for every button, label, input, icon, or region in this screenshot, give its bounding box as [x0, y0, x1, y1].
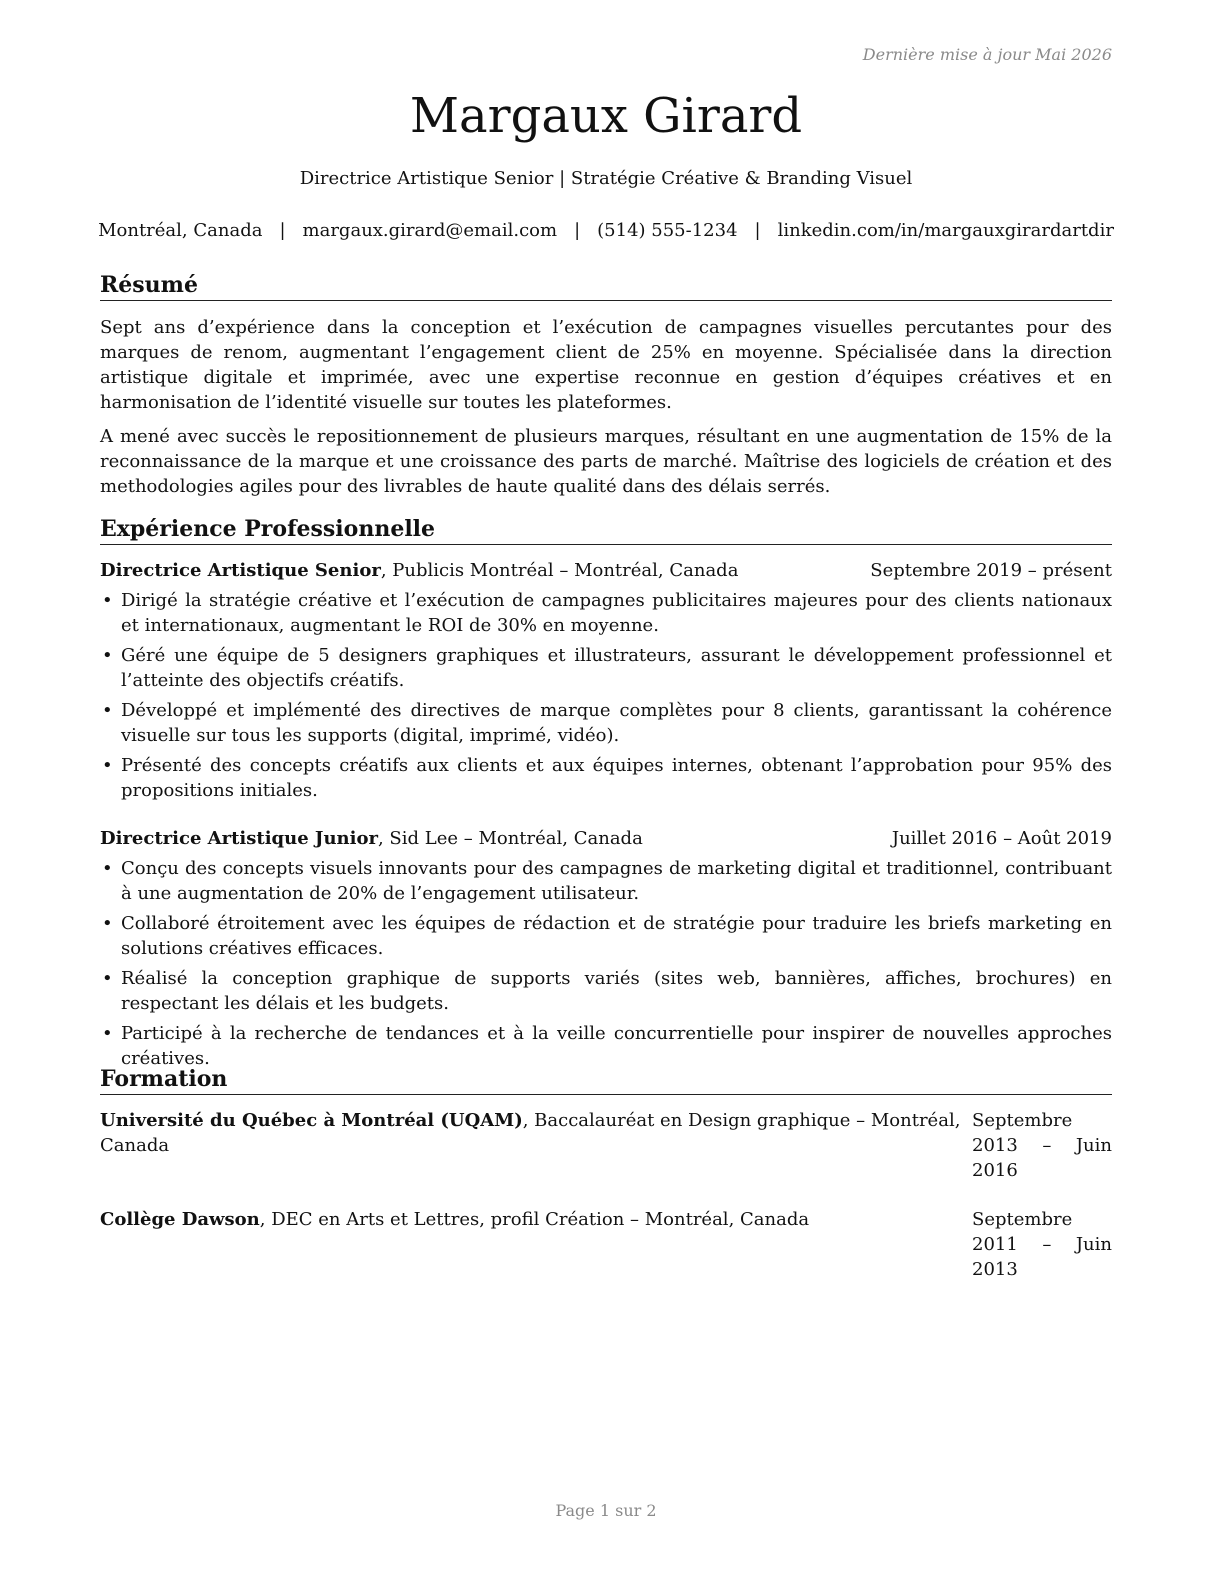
- education-dates: Septembre 2013 – Juin 2016: [972, 1110, 1112, 1181]
- page-number: Page 1 sur 2: [555, 1501, 657, 1520]
- job-bullet: • Dirigé la stratégie créative et l’exécution de campagnes publicitaires majeures pour des clients nationaux et internationaux, augmentant le ROI de 30% en moyenne.: [100, 588, 1112, 638]
- contact-email[interactable]: margaux.girard@email.com: [302, 220, 558, 241]
- job-bullet: • Réalisé la conception graphique de supports variés (sites web, bannières, affiches, brochures) en respectant les délais et les budgets.: [100, 966, 1112, 1016]
- job-header: [100, 558, 1112, 583]
- candidate-name: Margaux Girard: [409, 88, 803, 144]
- job-bullet: • Présenté des concepts créatifs aux clients et aux équipes internes, obtenant l’approbation pour 95% des propositions initiales.: [100, 753, 1112, 803]
- job-bullet: • Conçu des concepts visuels innovants pour des campagnes de marketing digital et traditionnel, contribuant à une augmentation de 20% de l’engagement utilisateur.: [100, 856, 1112, 906]
- education-school: Collège Dawson: [100, 1209, 260, 1230]
- contact-line: [100, 219, 1112, 243]
- contact-location: Montréal, Canada: [98, 220, 263, 241]
- job-title-line: [100, 826, 643, 851]
- contact-phone[interactable]: (514) 555-1234: [597, 220, 738, 241]
- summary-paragraph: A mené avec succès le repositionnement de plusieurs marques, résultant en une augmentation de 15% de la reconnaissance de la marque et une croissance des parts de marché. Maîtrise des logiciels de création et des methodologies agiles pour des livrables de haute qualité dans des délais serrés.: [100, 426, 1112, 497]
- job-role: Directrice Artistique Senior: [100, 560, 381, 581]
- education-school: Université du Québec à Montréal (UQAM): [100, 1110, 523, 1131]
- job-bullet: • Géré une équipe de 5 designers graphiques et illustrateurs, assurant le développement professionnel et l’atteinte des objectifs créatifs.: [100, 643, 1112, 693]
- job-bullets: [100, 588, 1112, 803]
- education-entry: [100, 1207, 1112, 1282]
- job-company: , Publicis Montréal – Montréal, Canada: [380, 560, 739, 581]
- contact-separator: |: [279, 220, 286, 241]
- job-header: [100, 826, 1112, 851]
- job-title-line: [100, 558, 738, 583]
- summary-title: Résumé: [100, 270, 1112, 301]
- job-role: Directrice Artistique Junior: [100, 828, 378, 849]
- job-entry: [100, 558, 1112, 803]
- job-entry: [100, 826, 1112, 1071]
- job-company: , Sid Lee – Montréal, Canada: [377, 828, 643, 849]
- education-dates: Septembre 2011 – Juin 2013: [972, 1209, 1112, 1280]
- education-school-line: [100, 1108, 972, 1183]
- education-section: [100, 1064, 1112, 1282]
- education-school-line: [100, 1207, 972, 1282]
- job-bullet: • Collaboré étroitement avec les équipes de rédaction et de stratégie pour traduire les briefs marketing en solutions créatives efficaces.: [100, 911, 1112, 961]
- contact-separator: |: [574, 220, 581, 241]
- job-bullets: [100, 856, 1112, 1071]
- contact-separator: |: [754, 220, 761, 241]
- job-bullet: • Développé et implémenté des directives de marque complètes pour 8 clients, garantissant la cohérence visuelle sur tous les supports (digital, imprimé, vidéo).: [100, 698, 1112, 748]
- job-bullet: • Participé à la recherche de tendances et à la veille concurrentielle pour inspirer de nouvelles approches créatives.: [100, 1021, 1112, 1071]
- experience-title: Expérience Professionnelle: [100, 514, 1112, 545]
- education-degree: , Baccalauréat en Design graphique – Montréal, Canada: [100, 1110, 961, 1156]
- summary-paragraph: Sept ans d’expérience dans la conception et l’exécution de campagnes visuelles percutantes pour des marques de renom, augmentant l’engagement client de 25% en moyenne. Spécialisée dans la direction artistique digitale et imprimée, avec une expertise reconnue en gestion d’équipes créatives et en harmonisation de l’identité visuelle sur toutes les plateformes.: [100, 317, 1112, 413]
- last-updated: Dernière mise à jour Mai 2026: [862, 45, 1112, 64]
- contact-linkedin[interactable]: linkedin.com/in/margauxgirardartdir: [777, 220, 1114, 241]
- education-entry: [100, 1108, 1112, 1183]
- job-dates: Juillet 2016 – Août 2019: [891, 828, 1112, 849]
- education-degree: , DEC en Arts et Lettres, profil Création – Montréal, Canada: [259, 1209, 810, 1230]
- education-title: Formation: [100, 1064, 1112, 1095]
- job-dates: Septembre 2019 – présent: [870, 560, 1112, 581]
- candidate-tagline: Directrice Artistique Senior | Stratégie Créative & Branding Visuel: [299, 168, 913, 189]
- experience-section: [100, 514, 1112, 1071]
- summary-section: [100, 270, 1112, 499]
- resume-page: [100, 0, 1112, 1584]
